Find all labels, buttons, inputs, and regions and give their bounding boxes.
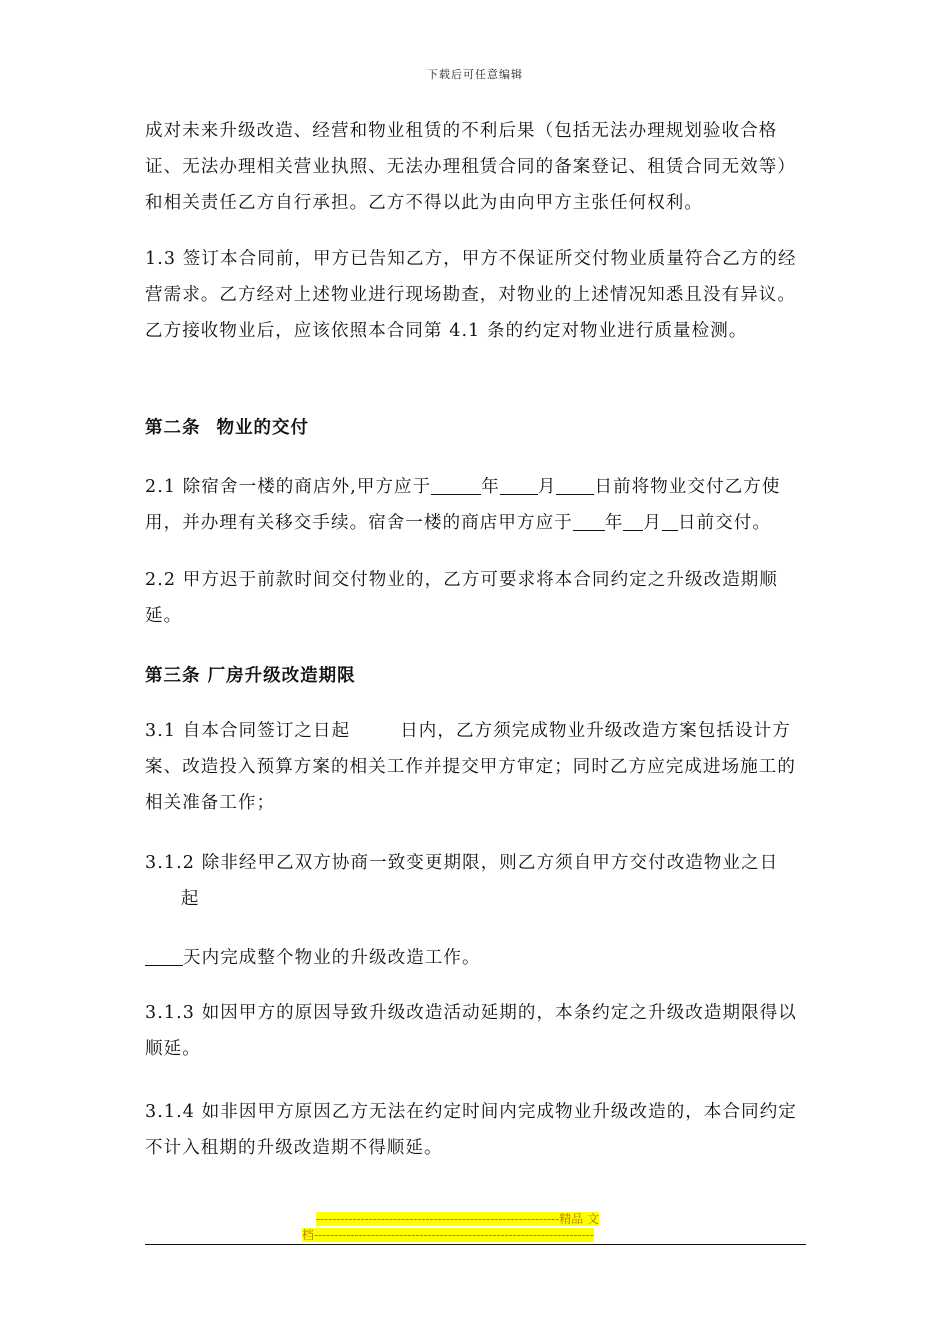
clause-3-1-2-line2: 起	[181, 889, 200, 909]
footer-line-2-text: 档---------------------------------------------------------------------	[302, 1228, 594, 1242]
footer-line-1-text: ------------------------------------------------------------精品 文	[316, 1212, 600, 1226]
clause-3-1-4: 3.1.4 如非因甲方原因乙方无法在约定时间内完成物业升级改造的，本合同约定不计入租期的升级改造期不得顺延。	[145, 1102, 797, 1158]
footer-watermark	[302, 1211, 648, 1243]
clause-2-1-month-label: 月	[537, 477, 557, 497]
blank-days-2	[145, 948, 183, 967]
clause-3-1-text-b: 日内，乙方须完成物业升级改造方案包括设计方案、改造投入预算方案的相关工作并提交甲方审定；同时乙方应完成进场施工的相关准备工作；	[145, 721, 796, 813]
clause-1-3: 1.3 签订本合同前，甲方已告知乙方，甲方不保证所交付物业质量符合乙方的经营需求。乙方经对上述物业进行现场勘查，对物业的上述情况知悉且没有异议。乙方接收物业后，应该依照本合同第 4.1 条的约定对物业进行质量检测。	[145, 249, 797, 341]
clause-2-1-text-a: 2.1 除宿舍一楼的商店外,甲方应于	[145, 477, 432, 497]
blank-day-2	[662, 513, 678, 532]
clause-2-1-text-d: 日前将物业交付乙方使用，并办理有关移交手续。宿舍一楼的商店甲方应于	[145, 477, 781, 533]
clause-2-2: 2.2 甲方迟于前款时间交付物业的，乙方可要求将本合同约定之升级改造期顺延。	[145, 570, 778, 626]
blank-year-2	[573, 513, 605, 532]
clause-3-1-2-line3: 天内完成整个物业的升级改造工作。	[183, 948, 481, 968]
footer-rule	[145, 1244, 806, 1245]
blank-year-1	[431, 477, 481, 496]
clause-3-1-2-cont	[145, 940, 807, 976]
article-2-number: 第二条	[145, 418, 201, 438]
blank-month-2	[623, 513, 643, 532]
clause-3-1	[145, 713, 807, 821]
clause-3-1-text-a: 3.1 自本合同签订之日起	[145, 721, 351, 741]
blank-day-1	[556, 477, 594, 496]
article-3-heading: 第三条 厂房升级改造期限	[145, 666, 356, 686]
page-header: 下载后可任意编辑	[427, 68, 523, 81]
clause-3-1-2	[145, 845, 807, 917]
footer-line-2	[302, 1227, 648, 1243]
clause-2-1	[145, 469, 807, 541]
paragraph-continuation: 成对未来升级改造、经营和物业租赁的不利后果（包括无法办理规划验收合格证、无法办理相关营业执照、无法办理租赁合同的备案登记、租赁合同无效等）和相关责任乙方自行承担。乙方不得以此为由向甲方主张任何权利。	[145, 121, 796, 213]
footer-line-1	[302, 1211, 648, 1227]
article-2-heading	[145, 414, 309, 439]
clause-2-1-text-g: 日前交付。	[678, 513, 772, 533]
clause-2-1-year-label: 年	[481, 477, 500, 497]
clause-2-1-year-label-2: 年	[604, 513, 624, 533]
article-2-title: 物业的交付	[216, 418, 309, 438]
clause-3-1-2-line1: 3.1.2 除非经甲乙双方协商一致变更期限，则乙方须自甲方交付改造物业之日	[145, 853, 779, 873]
clause-2-1-month-label-2: 月	[643, 513, 663, 533]
blank-month-1	[500, 477, 538, 496]
clause-3-1-3: 3.1.3 如因甲方的原因导致升级改造活动延期的，本条约定之升级改造期限得以顺延。	[145, 1003, 797, 1059]
